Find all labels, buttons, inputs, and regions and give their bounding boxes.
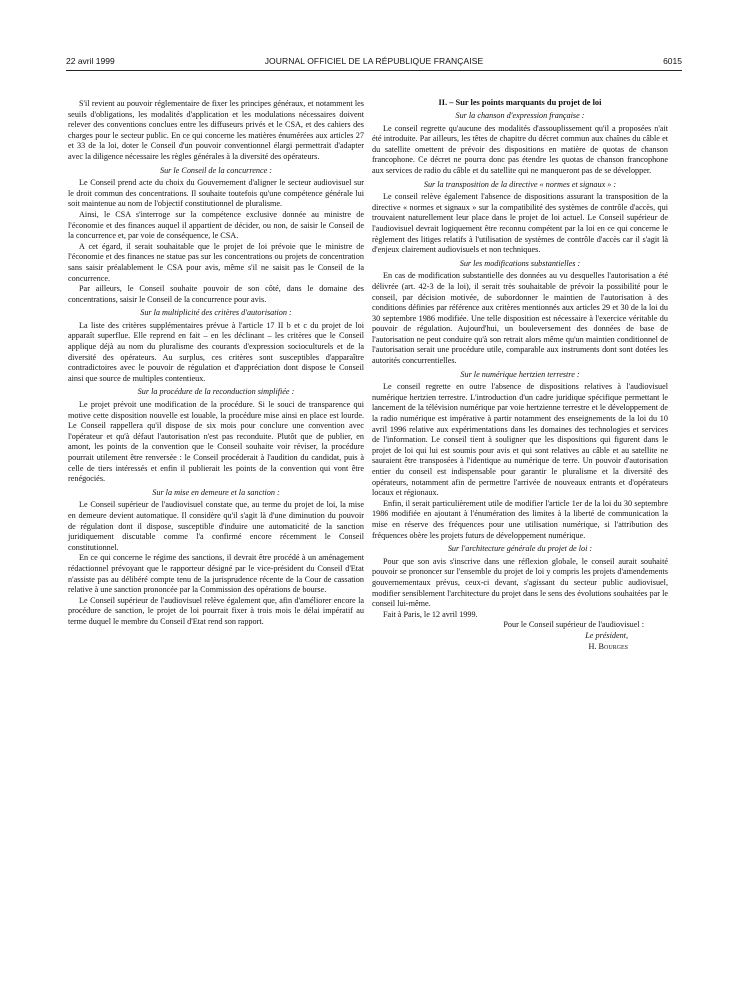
subheading-numerique: Sur le numérique hertzien terrestre : xyxy=(460,369,580,379)
paragraph: En cas de modification substantielle des données au vu desquelles l'autorisation a été délivrée (art. 42-3 de la loi), il serait très souhaitable de prévoir la possibilité pour le conseil, par décision motivée, de subordonner le maintien de l'autorisation à des conditions définies par référence aux critères mentionnés aux articles 29 et 30 de la loi du 30 septembre 1986 modifiée. Une telle disposition est nécessaire à l'exercice véritable du pouvoir de régulation. Aujourd'hui, un bouleversement des données de base de l'autorisation ne peut conduire qu'à son retrait alors même qu'un maintien conditionnel de l'autorisation serait une procédure utile, comparable aux instruments dont sont dotées les autorités concurrentielles. xyxy=(372,271,668,366)
header-rule xyxy=(66,70,682,71)
paragraph: En ce qui concerne le régime des sanctions, il devrait être procédé à un aménagement rédactionnel prévoyant que le rapporteur désigné par le vice-président du Conseil d'Etat n'assiste pas au délibéré compte tenu de la jurisprudence récente de la Cour de cassation relative à une sanction prononcée par la Commission des opérations de bourse. xyxy=(68,553,364,595)
closing-date: Fait à Paris, le 12 avril 1999. xyxy=(383,609,478,619)
paragraph: Le Conseil prend acte du choix du Gouvernement d'aligner le secteur audiovisuel sur le droit commun des concentrations. Il souhaite toutefois qu'une compétence générale lui soit maintenue au nom de l'objectif constitutionnel de pluralisme. xyxy=(68,178,364,209)
subheading-mise-en-demeure: Sur la mise en demeure et la sanction : xyxy=(152,487,280,497)
subheading-chanson: Sur la chanson d'expression française : xyxy=(455,111,585,120)
paragraph: Enfin, il serait particulièrement utile de modifier l'article 1er de la loi du 30 septembre 1986 modifiée en ajoutant à l'énumération des limites à la liberté de communication la mise en réserve des fréquences pour une utilisation numérique, si l'attribution des fréquences obère les projets futurs de développement numérique. xyxy=(372,498,668,540)
paragraph: Ainsi, le CSA s'interroge sur la compétence exclusive donnée au ministre de l'économie et des finances auquel il appartient de décider, ou non, de saisir le Conseil de la concurrence et, par voie de conséquence, le CSA. xyxy=(68,209,364,241)
page-header xyxy=(66,56,682,68)
signature-role: Le président, xyxy=(585,630,628,640)
paragraph: La liste des critères supplémentaires prévue à l'article 17 II b et c du projet de loi apparaît superflue. Elle reprend en fait – en les déclinant – les critères que le Conseil applique déjà au nom du pluralisme des courants d'expression socioculturels et de la diversité des opérateurs. Au surplus, ces critères sont susceptibles d'apparaître contradictoires avec le pouvoir de régulation et d'appréciation dont dispose le Conseil ainsi que source de multiples contentieux. xyxy=(68,320,364,383)
subheading-directive: Sur la transposition de la directive « normes et signaux » : xyxy=(423,179,617,189)
paragraph: Pour que son avis s'inscrive dans une réflexion globale, le conseil aurait souhaité pouvoir se prononcer sur l'ensemble du projet de loi y compris les projets d'amendements gouvernementaux prévus, ceux-ci devant, s'agissant du secteur public audiovisuel, modifier sensiblement l'architecture du projet dans le sens des évolutions souhaitées par le conseil lui-même. xyxy=(372,556,668,609)
signature-for: Pour le Conseil supérieur de l'audiovisuel : xyxy=(503,620,644,630)
subheading-concurrence: Sur le Conseil de la concurrence : xyxy=(159,165,273,175)
page-number: 6015 xyxy=(663,56,682,66)
paragraph: S'il revient au pouvoir réglementaire de fixer les principes généraux, et notamment les seuils d'obligations, les modalités d'application et les modulations nécessaires doivent relever des conventions conclues entre les diffuseurs privés et le CSA, et des cahiers des charges pour le secteur public. En ce qui concerne les matières énumérées aux articles 27 et 33 de la loi, doter le Conseil d'un pouvoir conventionnel élargi permettrait d'adapter avec la diligence nécessaire les règles générales à la diversité des opérateurs. xyxy=(68,99,364,161)
right-column xyxy=(372,97,668,652)
subheading-criteres: Sur la multiplicité des critères d'autorisation : xyxy=(140,308,292,318)
header-date: 22 avril 1999 xyxy=(66,56,115,66)
paragraph: Le Conseil supérieur de l'audiovisuel constate que, au terme du projet de loi, la mise en demeure devient automatique. Il considère qu'il s'agit là d'une diminution du pouvoir de régulation dont il dispose, susceptible d'induire une automaticité de la sanction juridiquement discutable comme l'a confirmé encore récemment le Conseil constitutionnel. xyxy=(68,500,364,552)
paragraph: A cet égard, il serait souhaitable que le projet de loi prévoie que le ministre de l'économie et des finances ne statue pas sur les concentrations ou projets de concentration sans saisir préalablement le CSA pour avis, même s'il ne saisit pas le Conseil de la concurrence. xyxy=(68,241,364,283)
subheading-architecture: Sur l'architecture générale du projet de loi : xyxy=(447,544,593,554)
subheading-modifications: Sur les modifications substantielles : xyxy=(459,258,581,268)
paragraph: Par ailleurs, le Conseil souhaite pouvoir de son côté, dans le domaine des concentrations, saisir le Conseil de la concurrence pour avis. xyxy=(68,284,364,304)
subheading-reconduction: Sur la procédure de la reconduction simplifiée : xyxy=(137,387,295,397)
paragraph: Le Conseil supérieur de l'audiovisuel relève également que, afin d'améliorer encore la procédure de sanction, le projet de loi pourrait fixer à trois mois le délai impératif au terme duquel le membre du Conseil d'Etat rend son rapport. xyxy=(68,595,364,626)
paragraph: Le conseil regrette qu'aucune des modalités d'assouplissement qu'il a proposées n'ait été introduite. Par ailleurs, les têtes de chapitre du décret commun aux chaînes du câble et du satellite omettent de prévoir des dispositions en matière de quotas de chanson francophone. Ce décret ne pourra donc pas étendre les quotas de chanson francophone aux services de radio du câble et du satellite qui ne manqueront pas de se développer. xyxy=(372,123,668,175)
journal-title: JOURNAL OFFICIEL DE LA RÉPUBLIQUE FRANÇAISE xyxy=(264,56,484,66)
paragraph: Le conseil relève également l'absence de dispositions assurant la transposition de la directive « normes et signaux » sur la compatibilité des systèmes de contrôle d'accès, qui trouvaient naturellement leur place dans le projet de loi actuel. Le Conseil supérieur de l'audiovisuel devrait logiquement être reconnu compétent par la loi en ce qui concerne le règlement des litiges relatifs à l'utilisation de systèmes de contrôle d'accès car il s'agit là d'enjeux clairement audiovisuels et non techniques. xyxy=(372,192,668,255)
paragraph: Le projet prévoit une modification de la procédure. Si le souci de transparence qui motive cette disposition nouvelle est louable, la procédure mise ainsi en place est lourde. Le Conseil rappellera qu'il dispose de six mois pour conclure une convention avec l'opérateur et qu'à défaut l'autorisation n'est pas reconduite. Plutôt que de publier, en amont, les points de la convention que le Conseil souhaite voir réviser, la procédure pourrait utilement être renversée : le Conseil procéderait à l'audition du candidat, puis à celle de tiers intéressés et enfin il publierait les points de la convention qui vont être renégociés. xyxy=(68,400,364,484)
paragraph: Le conseil regrette en outre l'absence de dispositions relatives à l'audiovisuel numérique hertzien terrestre. L'introduction d'un cadre juridique spécifique permettant le lancement de la télévision numérique par voie hertzienne terrestre et le développement de la radio numérique est impérative à partir notamment des enseignements de la loi du 10 avril 1996 relative aux expérimentations dans les domaines des technologies et services de l'information. Le conseil tient à souligner que les dispositions qui figurent dans le projet de loi qui lui est soumis pour avis et qui sont relatives au câble et au satellite ne sauraient être transposées à l'identique au numérique de terre. Un pouvoir d'autorisation entier du conseil est indispensable pour garantir le pluralisme et la diversité des opérateurs, notamment afin de permettre l'arrivée de nouveaux entrants et d'opérateurs locaux et régionaux. xyxy=(372,382,668,498)
signature-name: H. Bourges xyxy=(588,641,628,651)
section-heading: II. – Sur les points marquants du projet de loi xyxy=(438,98,602,107)
left-column xyxy=(68,99,364,628)
